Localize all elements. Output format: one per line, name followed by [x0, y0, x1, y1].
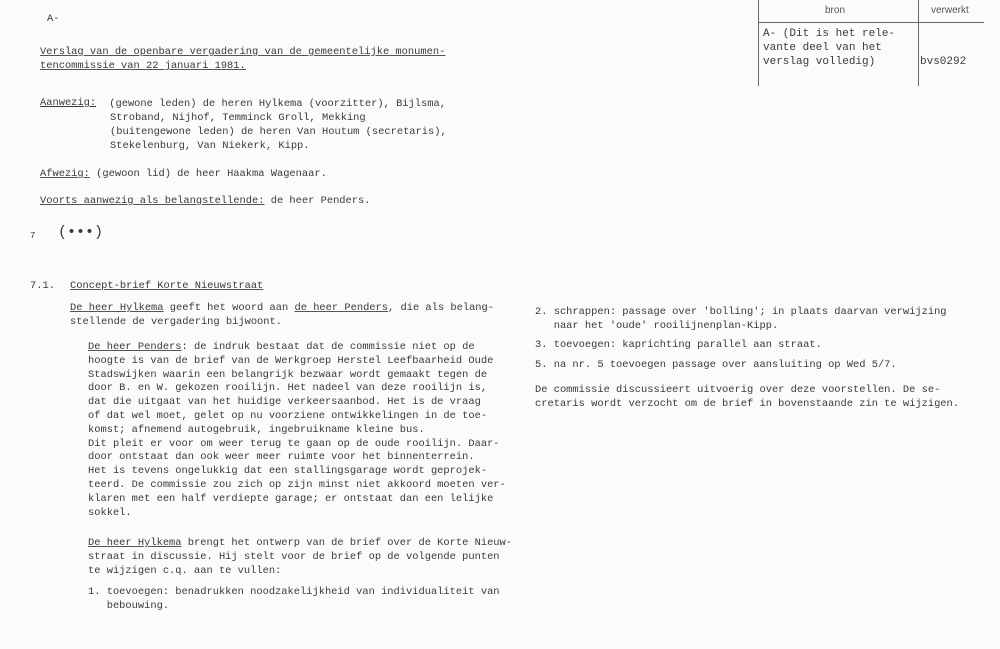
present-list: (gewone leden) de heren Hylkema (voorzitter), Bijlsma, Stroband, Nijhof, Temminck Groll, Mekking (buitengewone leden) de heren Van Houtum (secretaris), Stekelenburg, Van Niekerk, Kipp.: [103, 98, 447, 152]
header-verwerkt: verwerkt: [931, 5, 969, 16]
also-present-line: Voorts aanwezig als belangstellende: de heer Penders.: [40, 195, 371, 207]
doc-label: A-: [47, 13, 60, 25]
table-border-left: [758, 0, 759, 86]
point-5: 5. na nr. 5 toevoegen passage over aansluiting op Wed 5/7.: [535, 359, 897, 371]
bron-line: vante deel van het: [763, 42, 882, 54]
point-2: 2. schrappen: passage over 'bolling'; in plaats daarvan verwijzing naar het 'oude' rooilijnenplan-Kipp.: [535, 306, 947, 332]
penders-paragraph: De heer Penders: de indruk bestaat dat de commissie niet op de hoogte is van de brief van de Werkgroep Herstel Leefbaarheid Oude Stadswijken waarin een belangrijk bezwaar wordt gemaakt tegen de door B. en W. gekozen rooilijn. Het nadeel van deze rooilijn is, dat die uitgaat van het huidige verkeersaanbod. Het is de vraag of dat wel moet, gelet op nu voorziene ontwikkelingen in de toe- komst; afnemend autogebruik, ingebruikname kleine bus. Dit pleit er voor om weer terug te gaan op de oude rooilijn. Daar- door ontstaat dan ook weer meer ruimte voor het binnenterrein. Het is tevens ongelukkig dat een stallingsgarage wordt geprojek- teerd. De commissie zou zich op zijn minst niet akkoord moeten ver- klaren met een half verdiepte garage; er ontstaat dan een lelijke sokkel.: [88, 341, 506, 519]
doc-title: Verslag van de openbare vergadering van de gemeentelijke monumen- tencommissie van 22 januari 1981.: [40, 46, 446, 72]
absent-line: Afwezig: (gewoon lid) de heer Haakma Wagenaar.: [40, 168, 327, 180]
section-number: 7.1.: [30, 280, 55, 292]
bron-line: verslag volledig): [763, 56, 876, 68]
table-header-rule: [758, 22, 984, 23]
bron-line: A- (Dit is het rele-: [763, 28, 896, 40]
point-1: 1. toevoegen: benadrukken noodzakelijkheid van individualiteit van bebouwing.: [88, 586, 500, 612]
verwerkt-cell: bvs0292: [920, 56, 967, 68]
header-bron: bron: [825, 5, 846, 16]
table-border-middle: [918, 0, 919, 86]
conclusion-paragraph: De commissie discussieert uitvoerig over deze voorstellen. De se- cretaris wordt verzocht om de brief in bovenstaande zin te wijzigen.: [535, 384, 960, 410]
hylkema-paragraph: De heer Hylkema brengt het ontwerp van de brief over de Korte Nieuw- straat in discussie. Hij stelt voor de brief op de volgende punten te wijzigen c.q. aan te vullen:: [88, 537, 513, 577]
omission-marker: (•••): [58, 224, 104, 241]
item-number: 7: [30, 231, 36, 241]
intro-paragraph: De heer Hylkema geeft het woord aan de heer Penders, die als belang- stellende de vergadering bijwoont.: [70, 302, 495, 328]
section-title: Concept-brief Korte Nieuwstraat: [70, 280, 264, 292]
present-label: Aanwezig:: [40, 97, 97, 109]
point-3: 3. toevoegen: kaprichting parallel aan straat.: [535, 339, 822, 351]
bron-cell: [763, 27, 895, 69]
